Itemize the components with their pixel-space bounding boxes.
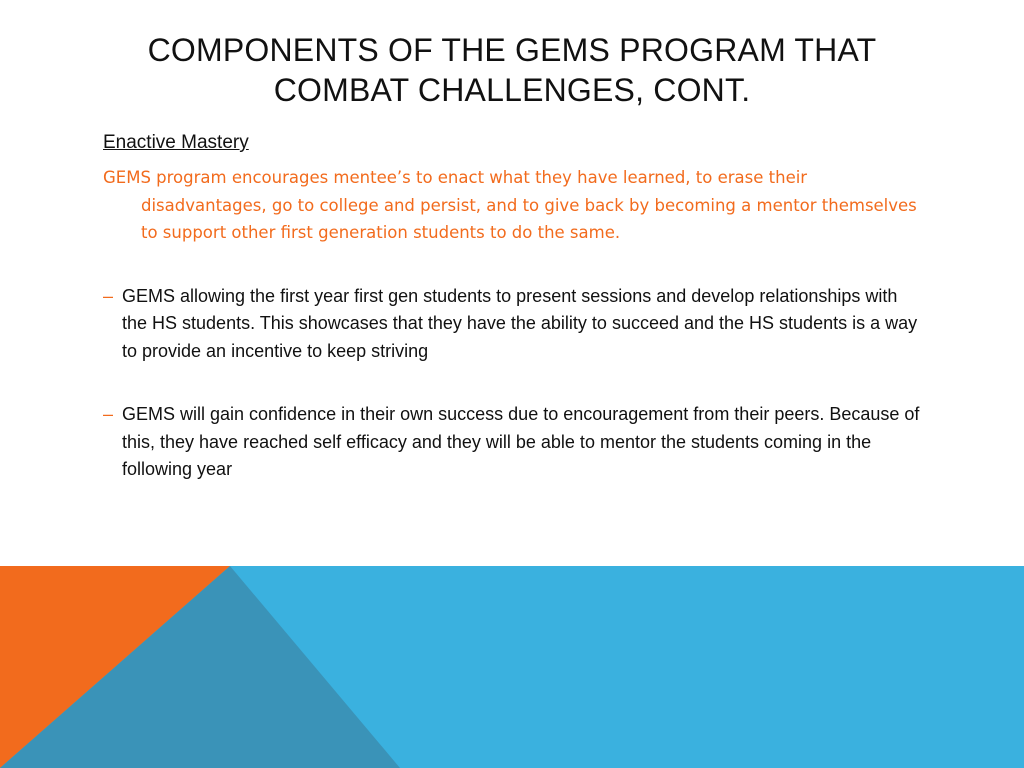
slide-body bbox=[103, 130, 923, 520]
bullet-text: GEMS will gain confidence in their own success due to encouragement from their peers. Because of this, they have reached self efficacy and they will be able to mentor the students coming in the following year bbox=[122, 404, 920, 479]
slide-title bbox=[100, 30, 924, 110]
bullet-text: GEMS allowing the first year first gen students to present sessions and develop relationships with the HS students. This showcases that they have the ability to succeed and the HS students is a way to provide an incentive to keep striving bbox=[122, 285, 918, 361]
section-heading: Enactive Mastery bbox=[103, 132, 249, 153]
slide-title-line-1: COMPONENTS OF THE GEMS PROGRAM THAT bbox=[147, 32, 877, 68]
lead-paragraph: GEMS program encourages mentee’s to enact what they have learned, to erase their disadvantages, go to college and persist, and to give back by becoming a mentor themselves to support other first generation students to do the same. bbox=[103, 168, 917, 242]
footer-decoration bbox=[0, 566, 1024, 768]
bullet-dash-icon: – bbox=[103, 285, 114, 306]
bullet-dash-icon: – bbox=[103, 404, 114, 424]
bullet-list bbox=[103, 283, 923, 484]
slide-title-line-2: COMBAT CHALLENGES, CONT. bbox=[273, 72, 751, 108]
bullet-item bbox=[103, 401, 923, 484]
bullet-item bbox=[103, 283, 923, 366]
